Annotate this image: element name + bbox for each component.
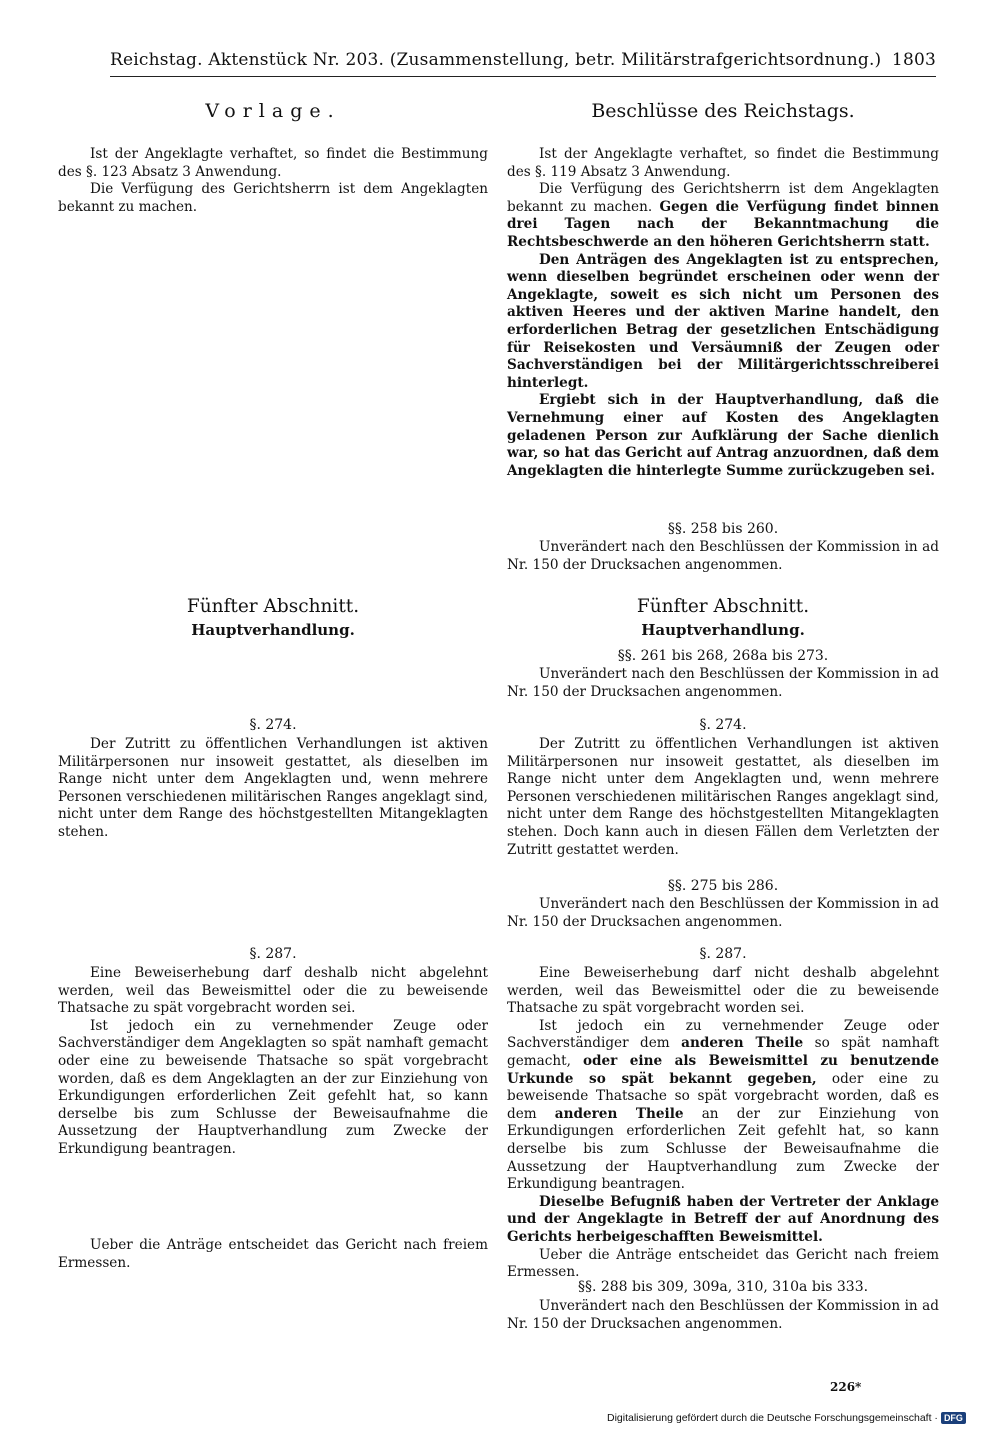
left-heading: Vorlage. [205, 100, 341, 122]
running-title: Reichstag. Aktenstück Nr. 203. (Zusammenstellung, betr. Militärstrafgerichtsordnung.) [110, 50, 882, 70]
right-paragraph: Unverändert nach den Beschlüssen der Kommission in ad Nr. 150 der Drucksachen angenommen. [507, 896, 939, 930]
page-number: 1803 [891, 50, 936, 70]
amendment-paragraph: Ergiebt sich in der Hauptverhandlung, daß die Vernehmung einer auf Kosten des Angeklagten geladenen Person zur Aufklärung der Sache dienlich war, so hat das Gericht auf Antrag anzuordnen, daß dem Angeklagten die hinterlegte Summe zurückzugeben sei. [507, 392, 939, 479]
left-section-title: Fünfter Abschnitt. [186, 596, 360, 617]
left-paragraph: Ueber die Anträge entscheidet das Gericht nach freiem Ermessen. [58, 1237, 488, 1271]
amendment-text: oder eine als Beweismittel zu benutzende Urkunde so spät bekannt gegeben, [507, 1052, 939, 1087]
right-paragraph: Unverändert nach den Beschlüssen der Kommission in ad Nr. 150 der Drucksachen angenommen. [507, 666, 939, 700]
funding-text: Digitalisierung gefördert durch die Deutsche Forschungsgemeinschaft [607, 1412, 932, 1424]
plain-text: Die Verfügung des Gerichtsherrn ist dem Angeklagten bekannt zu machen. [507, 181, 939, 215]
right-paragraph: Eine Beweiserhebung darf nicht deshalb abgelehnt werden, weil das Beweismittel oder die zu beweisende Thatsache zu spät vorgebracht worden sei. [507, 965, 939, 1017]
right-paragraph-number: §§. 288 bis 309, 309a, 310, 310a bis 333. [577, 1279, 869, 1295]
dfg-logo: DFG [941, 1412, 966, 1424]
right-paragraph: Ist der Angeklagte verhaftet, so findet die Bestimmung des §. 119 Absatz 3 Anwendung. [507, 146, 939, 180]
left-paragraph: Der Zutritt zu öffentlichen Verhandlungen ist aktiven Militärpersonen nur insoweit gestattet, als dieselben im Range nicht unter dem Angeklagten und, wenn mehrere Personen verschiedenen militärischen Ranges angeklagt sind, nicht unter dem Range des höchstgestellten Mitangeklagten stehen. [58, 736, 488, 840]
amendment-text: anderen Theile [681, 1035, 804, 1052]
right-paragraph-number: §. 274. [699, 717, 747, 733]
amendment-text: anderen Theile [554, 1105, 684, 1122]
plain-text: an der zur Einziehung von Erkundigungen erforderlichen Zeit gefehlt hat, so kann derselbe bis zum Schlusse der Beweisaufnahme die Aussetzung der Hauptverhandlung zum Zwecke der Erkundigung beantragen. [507, 1105, 939, 1193]
right-paragraph: Ueber die Anträge entscheidet das Gericht nach freiem Ermessen. [507, 1246, 939, 1281]
right-section-title: Fünfter Abschnitt. [636, 596, 810, 617]
left-paragraph-number: §. 287. [249, 946, 297, 962]
right-paragraph: Unverändert nach den Beschlüssen der Kommission in ad Nr. 150 der Drucksachen angenommen. [507, 1298, 939, 1332]
right-paragraph: Unverändert nach den Beschlüssen der Kommission in ad Nr. 150 der Drucksachen angenommen. [507, 539, 939, 573]
amendment-text: Gegen die Verfügung findet binnen drei Tagen nach der Bekanntmachung die Rechtsbeschwerde an den höheren Gerichtsherrn statt. [507, 198, 939, 250]
signature-mark: 226* [830, 1380, 862, 1394]
amendment-paragraph: Den Anträgen des Angeklagten ist zu entsprechen, wenn dieselben begründet erscheinen oder wenn der Angeklagte, soweit es sich nicht um Personen des aktiven Heeres und der aktiven Marine handelt, den erforderlichen Betrag der gesetzlichen Entschädigung für Reisekosten und Versäumniß der Zeugen oder Sachverständigen bei der Militärgerichtsschreiberei hinterlegt. [507, 251, 939, 391]
plain-text: oder eine zu beweisende Thatsache so spät vorgebracht worden, daß es dem [507, 1070, 939, 1122]
right-paragraph [507, 181, 939, 251]
funding-note: Digitalisierung gefördert durch die Deutsche Forschungsgemeinschaft · DFG [607, 1412, 966, 1424]
left-paragraph-number: §. 274. [249, 717, 297, 733]
right-heading: Beschlüsse des Reichstags. [591, 100, 855, 122]
left-paragraph: Ist der Angeklagte verhaftet, so findet die Bestimmung des §. 123 Absatz 3 Anwendung. [58, 146, 488, 180]
right-paragraph [507, 1018, 939, 1194]
page-header [110, 46, 936, 77]
right-section-subtitle: Hauptverhandlung. [641, 621, 805, 639]
left-paragraph: Ist jedoch ein zu vernehmender Zeuge oder Sachverständiger dem Angeklagten so spät namhaft gemacht oder eine zu beweisende Thatsache so spät vorgebracht worden, daß es dem Angeklagten an der zur Einziehung von Erkundigungen erforderlichen Zeit gefehlt hat, so kann derselbe bis zum Schlusse der Beweisaufnahme die Aussetzung der Hauptverhandlung zum Zwecke der Erkundigung beantragen. [58, 1017, 488, 1157]
left-section-subtitle: Hauptverhandlung. [191, 621, 355, 639]
right-paragraph-number: §§. 275 bis 286. [667, 878, 779, 894]
left-paragraph: Die Verfügung des Gerichtsherrn ist dem Angeklagten bekannt zu machen. [58, 181, 488, 215]
right-paragraph-number: §§. 261 bis 268, 268a bis 273. [617, 648, 829, 664]
right-paragraph-number: §§. 258 bis 260. [667, 521, 779, 537]
left-paragraph: Eine Beweiserhebung darf deshalb nicht abgelehnt werden, weil das Beweismittel oder die zu beweisende Thatsache zu spät vorgebracht worden sei. [58, 965, 488, 1017]
right-paragraph: Der Zutritt zu öffentlichen Verhandlungen ist aktiven Militärpersonen nur insoweit gestattet, als dieselben im Range nicht unter dem Angeklagten und, wenn mehrere Personen verschiedenen militärischen Ranges angeklagt sind, nicht unter dem Range des höchstgestellten Mitangeklagten stehen. Doch kann auch in diesen Fällen dem Verletzten der Zutritt gestattet werden. [507, 736, 939, 858]
amendment-paragraph: Dieselbe Befugniß haben der Vertreter der Anklage und der Angeklagte in Betreff der auf Anordnung des Gerichts herbeigeschafften Beweismittel. [507, 1193, 939, 1245]
plain-text: Ist jedoch ein zu vernehmender Zeuge oder Sachverständiger dem [507, 1017, 939, 1052]
plain-text: so spät namhaft gemacht, [507, 1035, 940, 1069]
right-paragraph-number: §. 287. [699, 946, 747, 962]
